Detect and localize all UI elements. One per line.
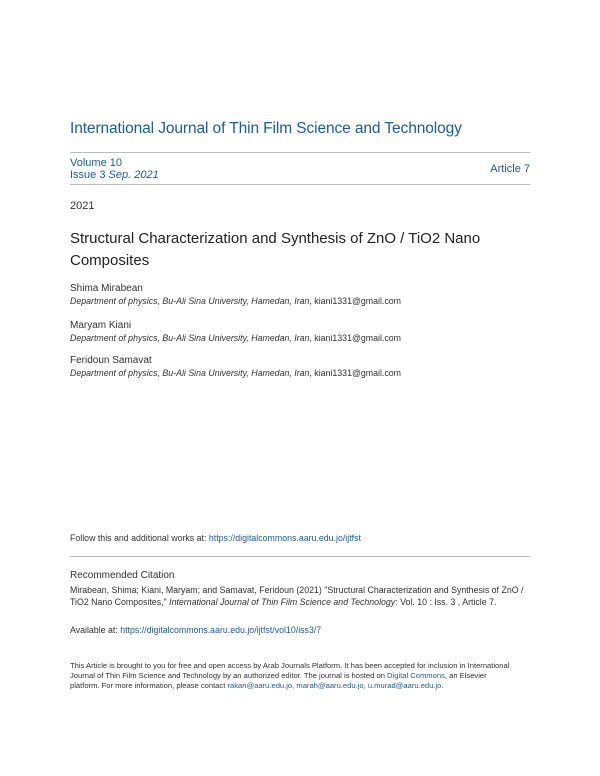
issue-date: Sep. 2021: [108, 169, 159, 181]
affiliation-department: Department of physics, Bu-Ali Sina University, Hamedan, Iran: [70, 368, 310, 378]
digital-commons-link[interactable]: Digital Commons: [387, 671, 445, 680]
divider: [70, 184, 530, 185]
author-email: kiani1331@gmail.com: [314, 296, 401, 306]
volume-issue: [70, 157, 159, 181]
paper-title: Structural Characterization and Synthesis of ZnO / TiO2 Nano Composites: [70, 230, 481, 269]
contact-email-links[interactable]: rakan@aaru.edu.jo, marah@aaru.edu.jo, u.murad@aaru.edu.jo: [227, 681, 442, 690]
notice-text: This Article is brought to you for free and open access by Arab Journals Platform. It has been accepted for inclusion in International Journal of Thin Film Science and Technology by an authorized editor. The journal is hosted on: [70, 661, 510, 680]
available-label: Available at:: [70, 625, 118, 635]
notice-end: .: [441, 681, 444, 690]
author-affiliation: Department of physics, Bu-Ali Sina University, Hamedan, Iran, kiani1331@gmail.com: [70, 296, 401, 306]
follow-text: Follow this and additional works at:: [70, 533, 207, 543]
author-email: kiani1331@gmail.com: [314, 368, 401, 378]
author-email: kiani1331@gmail.com: [314, 333, 401, 343]
recommended-citation-heading: Recommended Citation: [70, 570, 175, 581]
article-number-link[interactable]: Article 7: [490, 163, 530, 175]
volume-link[interactable]: Volume 10: [70, 157, 122, 169]
available-at: [70, 625, 321, 635]
author-name: Maryam Kiani: [70, 320, 132, 331]
author-affiliation: Department of physics, Bu-Ali Sina University, Hamedan, Iran, kiani1331@gmail.com: [70, 333, 401, 343]
citation-text: [70, 584, 540, 608]
issue-link[interactable]: [70, 169, 159, 181]
citation-authors-title: Mirabean, Shima; Kiani, Maryam; and Samavat, Feridoun (2021) "Structural Characterization and Synthesis of ZnO / TiO2 Nano Composites,": [70, 585, 524, 607]
notice-text-contact: , an Elsevier platform. For more information, please contact: [70, 671, 487, 690]
follow-link[interactable]: https://digitalcommons.aaru.edu.jo/ijtfst: [208, 533, 361, 543]
divider: [70, 556, 530, 557]
access-notice: [70, 661, 510, 691]
issue-label: Issue 3: [70, 169, 106, 181]
divider: [70, 152, 530, 153]
publication-year: 2021: [70, 200, 95, 212]
citation-volume: : Vol. 10 : Iss. 3 , Article 7.: [395, 597, 497, 607]
affiliation-department: Department of physics, Bu-Ali Sina University, Hamedan, Iran: [70, 333, 310, 343]
affiliation-department: Department of physics, Bu-Ali Sina University, Hamedan, Iran: [70, 296, 310, 306]
author-name: Shima Mirabean: [70, 283, 143, 294]
follow-works: [70, 533, 361, 543]
available-link[interactable]: https://digitalcommons.aaru.edu.jo/ijtfst/vol10/iss3/7: [120, 625, 322, 635]
author-name: Feridoun Samavat: [70, 355, 152, 366]
journal-title-link[interactable]: International Journal of Thin Film Science and Technology: [70, 120, 462, 137]
author-affiliation: Department of physics, Bu-Ali Sina University, Hamedan, Iran, kiani1331@gmail.com: [70, 368, 401, 378]
citation-journal: International Journal of Thin Film Science and Technology: [169, 597, 396, 607]
